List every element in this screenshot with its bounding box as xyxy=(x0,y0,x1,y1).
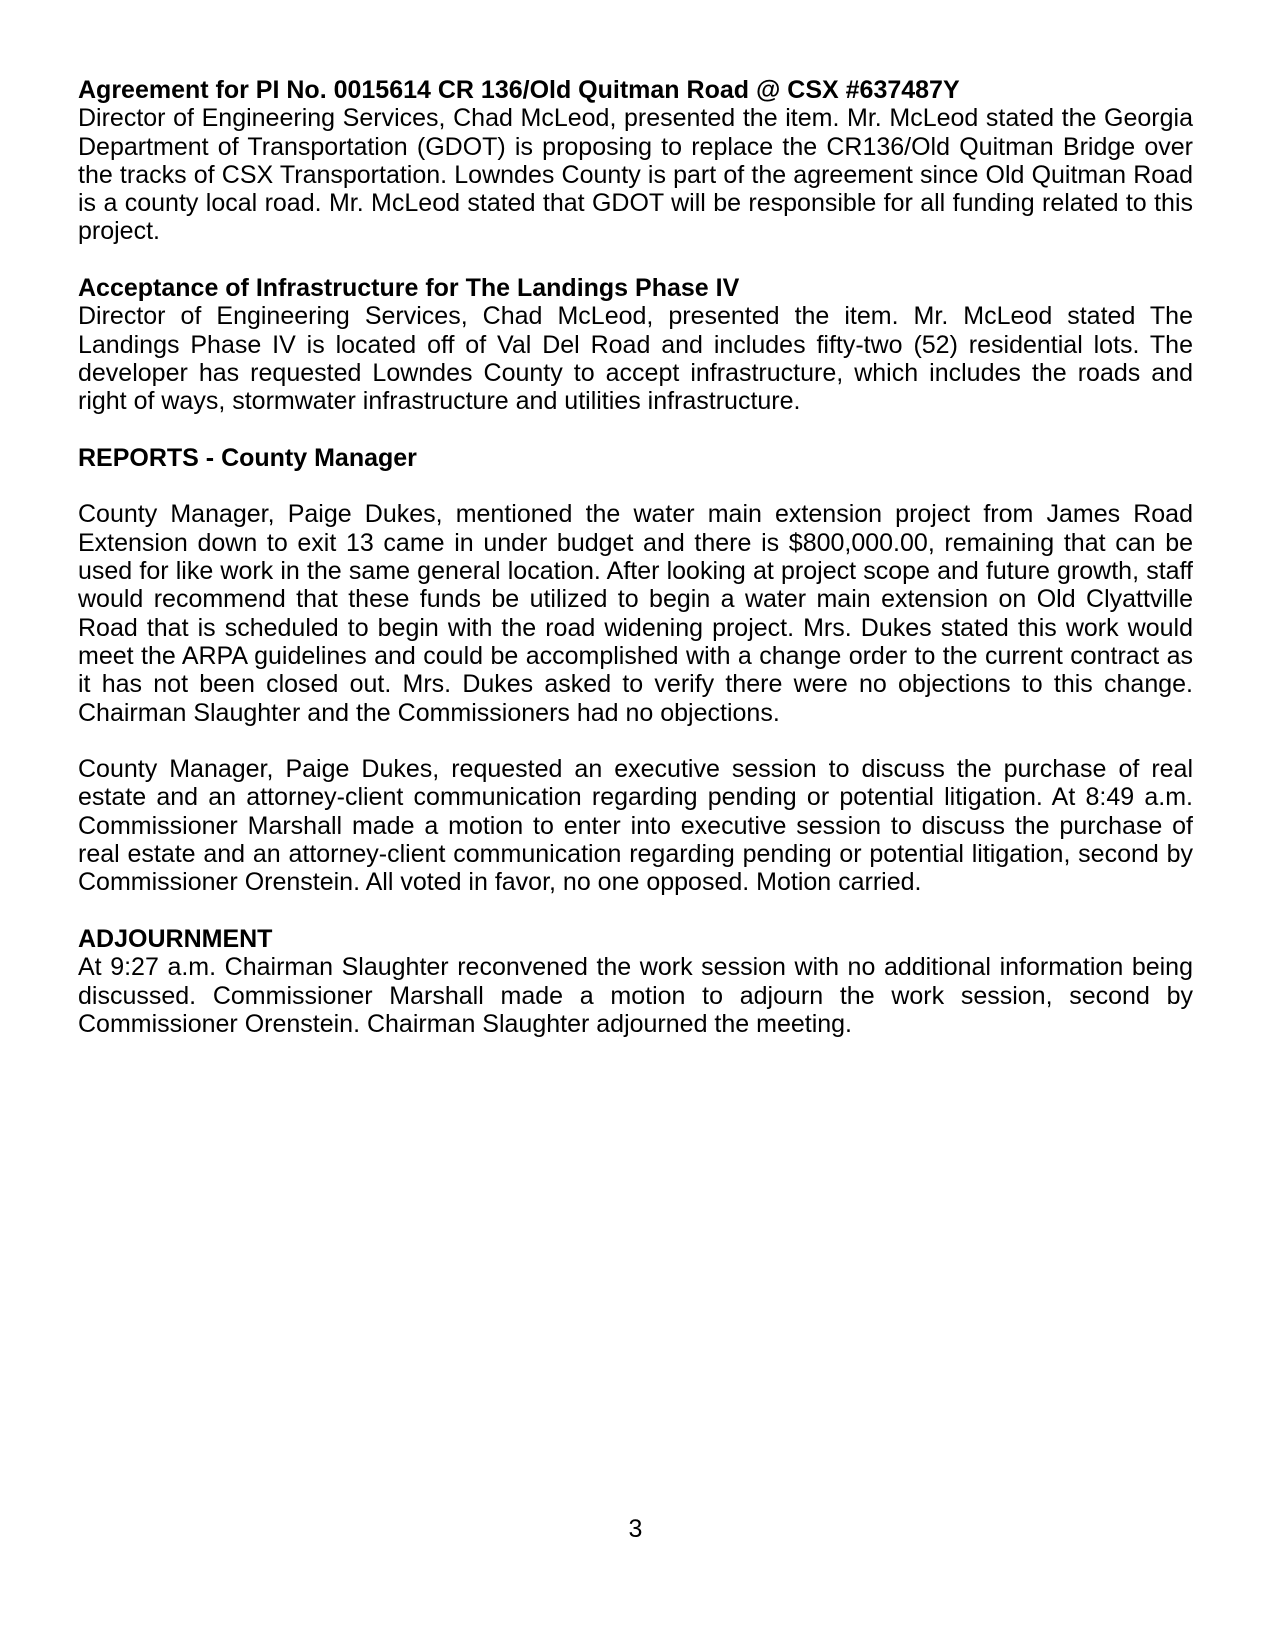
section-paragraph: County Manager, Paige Dukes, requested an executive session to discuss the purchase of real estate and an attorney-client communication regarding pending or potential litigation. At 8:49 a.m. Commissioner Marshall made a motion to enter into executive session to discuss the purchase of real estate and an attorney-client communication regarding pending or potential litigation, second by Commissioner Orenstein. All voted in favor, no one opposed. Motion carried. xyxy=(78,755,1193,897)
section-paragraph: At 9:27 a.m. Chairman Slaughter reconvened the work session with no additional information being discussed. Commissioner Marshall made a motion to adjourn the work session, second by Commissioner Orenstein. Chairman Slaughter adjourned the meeting. xyxy=(78,953,1193,1038)
section-heading: ADJOURNMENT xyxy=(78,924,273,953)
section-paragraph: County Manager, Paige Dukes, mentioned the water main extension project from James Road Extension down to exit 13 came in under budget and there is $800,000.00, remaining that can be used for like work in the same general location. After looking at project scope and future growth, staff would recommend that these funds be utilized to begin a water main extension on Old Clyattville Road that is scheduled to begin with the road widening project. Mrs. Dukes stated this work would meet the ARPA guidelines and could be accomplished with a change order to the current contract as it has not been closed out. Mrs. Dukes asked to verify there were no objections to this change. Chairman Slaughter and the Commissioners had no objections. xyxy=(78,500,1193,727)
section-heading: REPORTS - County Manager xyxy=(78,443,417,472)
section-heading: Agreement for PI No. 0015614 CR 136/Old Quitman Road @ CSX #637487Y xyxy=(78,76,960,104)
section-landings-phase-iv xyxy=(78,274,1193,415)
page-number: 3 xyxy=(628,1515,643,1543)
section-heading: Acceptance of Infrastructure for The Landings Phase IV xyxy=(78,274,740,303)
section-adjournment xyxy=(78,925,1193,1038)
section-paragraph: Director of Engineering Services, Chad McLeod, presented the item. Mr. McLeod stated The Landings Phase IV is located off of Val Del Road and includes fifty-two (52) residential lots. The developer has requested Lowndes County to accept infrastructure, which includes the roads and right of ways, stormwater infrastructure and utilities infrastructure. xyxy=(78,302,1193,416)
section-reports-county-manager xyxy=(78,444,1193,897)
section-paragraph: Director of Engineering Services, Chad McLeod, presented the item. Mr. McLeod stated the Georgia Department of Transportation (GDOT) is proposing to replace the CR136/Old Quitman Bridge over the tracks of CSX Transportation. Lowndes County is part of the agreement since Old Quitman Road is a county local road. Mr. McLeod stated that GDOT will be responsible for all funding related to this project. xyxy=(78,104,1193,246)
section-agreement-pi-0015614 xyxy=(78,76,1193,246)
